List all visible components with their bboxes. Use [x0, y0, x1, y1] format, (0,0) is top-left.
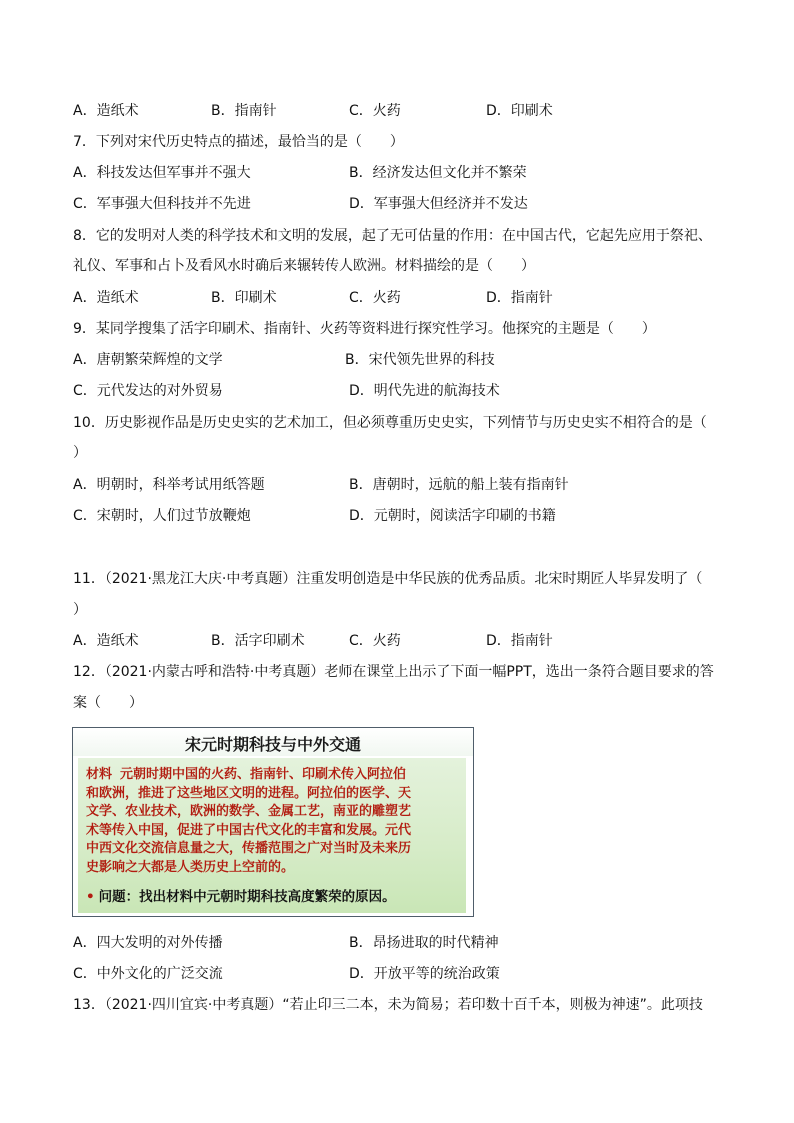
q11-stem-line1: 11．（2021·黑龙江大庆·中考真题）注重发明创造是中华民族的优秀品质。北宋时期匠人毕昇发明了（: [73, 571, 703, 587]
ppt-material-line: 中西文化交流信息量之大，传播范围之广对当时及未来历: [86, 841, 412, 856]
q7-option-c: C．军事强大但科技并不先进: [73, 196, 251, 212]
q8-stem-line1: 8．它的发明对人类的科学技术和文明的发展，起了无可估量的作用：在中国古代，它起先应用于祭祀、: [73, 228, 712, 244]
q12-option-b: B．昂扬进取的时代精神: [349, 935, 499, 951]
ppt-material-label: 材料: [86, 767, 113, 782]
ppt-material-line: 元朝时期中国的火药、指南针、印刷术传入阿拉伯: [120, 767, 407, 782]
q8-option-b: B．印刷术: [211, 290, 277, 306]
q8-option-d: D．指南针: [486, 290, 553, 306]
q9-option-a: A．唐朝繁荣辉煌的文学: [73, 352, 223, 368]
q6-option-b: B．指南针: [211, 103, 277, 119]
q6-option-d: D．印刷术: [486, 103, 553, 119]
ppt-question-text: 问题：找出材料中元朝时期科技高度繁荣的原因。: [98, 889, 396, 905]
q7-option-a: A．科技发达但军事并不强大: [73, 165, 251, 181]
q10-option-d: D．元朝时，阅读活字印刷的书籍: [349, 508, 556, 524]
q11-stem-line2: ）: [73, 602, 87, 618]
ppt-body: [78, 758, 466, 913]
q11-option-d: D．指南针: [486, 633, 553, 649]
q6-option-a: A．造纸术: [73, 103, 139, 119]
q10-option-a: A．明朝时，科举考试用纸答题: [73, 477, 265, 493]
q8-stem-line2: 礼仪、军事和占卜及看风水时确后来辗转传人欧洲。材料描绘的是（ ）: [73, 258, 535, 274]
q12-stem-line1: 12．（2021·内蒙古呼和浩特·中考真题）老师在课堂上出示了下面一幅PPT，选出一条符合题目要求的答: [73, 664, 714, 680]
bullet-icon: •: [86, 889, 95, 905]
ppt-material-line: 文学、农业技术，欧洲的数学、金属工艺，南亚的雕塑艺: [86, 804, 412, 819]
q8-option-c: C．火药: [349, 290, 401, 306]
q12-stem-line2: 案（ ）: [73, 695, 143, 711]
q8-option-a: A．造纸术: [73, 290, 139, 306]
q10-option-c: C．宋朝时，人们过节放鞭炮: [73, 508, 251, 524]
q7-option-d: D．军事强大但经济并不发达: [349, 196, 528, 212]
q12-option-a: A．四大发明的对外传播: [73, 935, 223, 951]
q10-stem-line1: 10．历史影视作品是历史史实的艺术加工，但必须尊重历史史实，下列情节与历史史实不相符合的是（: [73, 415, 707, 431]
ppt-material-line: 术等传入中国，促进了中国古代文化的丰富和发展。元代: [86, 822, 412, 838]
ppt-material-line: 史影响之大都是人类历史上空前的。: [86, 859, 295, 875]
q13-stem-line1: 13．（2021·四川宜宾·中考真题）“若止印三二本，未为简易；若印数十百千本，则极为神速”。此项技: [73, 997, 703, 1013]
q12-option-d: D．开放平等的统治政策: [349, 966, 500, 982]
q12-ppt-slide: [72, 727, 474, 917]
q11-option-a: A．造纸术: [73, 633, 139, 649]
q10-stem-line2: ）: [73, 445, 87, 461]
q12-option-c: C．中外文化的广泛交流: [73, 966, 223, 982]
q11-option-b: B．活字印刷术: [211, 633, 305, 649]
q9-option-d: D．明代先进的航海技术: [349, 383, 500, 399]
q11-option-c: C．火药: [349, 633, 401, 649]
q6-option-c: C．火药: [349, 103, 401, 119]
ppt-title: 宋元时期科技与中外交通: [184, 735, 361, 754]
q7-stem: 7．下列对宋代历史特点的描述，最恰当的是（ ）: [73, 134, 404, 150]
ppt-material: [86, 766, 460, 877]
q7-option-b: B．经济发达但文化并不繁荣: [349, 165, 527, 181]
q9-stem: 9．某同学搜集了活字印刷术、指南针、火药等资料进行探究性学习。他探究的主题是（ ）: [73, 321, 656, 337]
q9-option-b: B．宋代领先世界的科技: [345, 352, 495, 368]
ppt-title-bar: [73, 728, 473, 756]
q9-option-c: C．元代发达的对外贸易: [73, 383, 223, 399]
ppt-question: [86, 885, 396, 905]
ppt-material-line: 和欧洲，推进了这些地区文明的进程。阿拉伯的医学、天: [86, 785, 412, 801]
q10-option-b: B．唐朝时，远航的船上装有指南针: [349, 477, 569, 493]
